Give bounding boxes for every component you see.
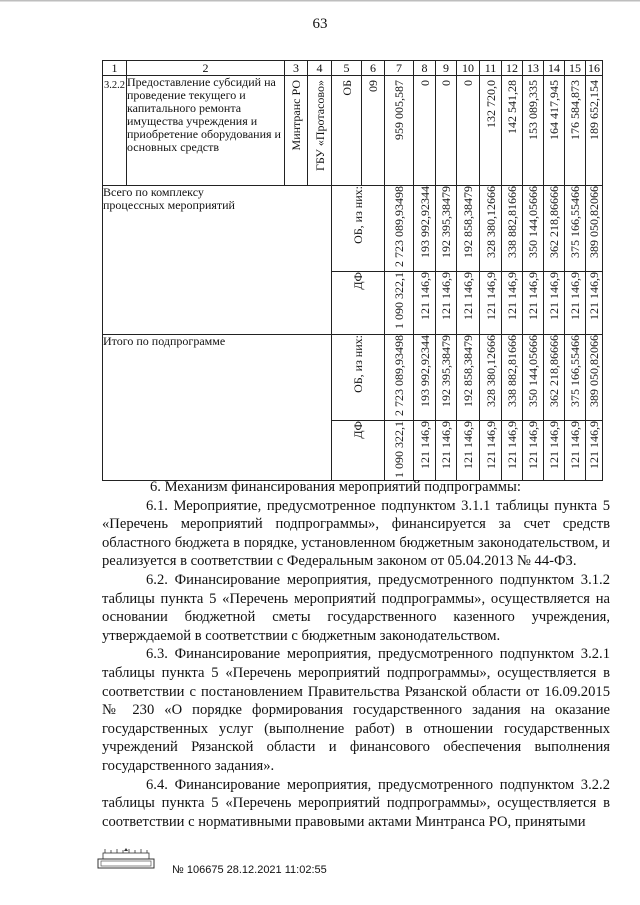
total-sub-df-y5: 121 146,9 (505, 421, 519, 469)
total-complex-ob-y5: 338 882,81666 (505, 186, 519, 258)
total-complex-df-y1: 121 146,9 (417, 272, 432, 320)
total-complex-ob-y7: 362 218,86666 (547, 186, 561, 258)
col-num-12: 12 (502, 61, 523, 76)
total-sub-df-y8: 121 146,9 (568, 421, 582, 469)
col-num-9: 9 (436, 61, 457, 76)
total-complex-df-y4: 121 146,9 (483, 272, 498, 320)
total-sub-df-label: ДФ (351, 421, 365, 439)
col-num-15: 15 (565, 61, 586, 76)
row-value-total: 959 005,587 (392, 80, 406, 140)
col-num-2: 2 (127, 61, 285, 76)
col-num-10: 10 (457, 61, 480, 76)
total-sub-df-total: 1 090 322,1 (392, 421, 406, 478)
row-number: 3.2.2 (103, 76, 127, 186)
col-num-6: 6 (362, 61, 385, 76)
row-name: Предоставление субсидий на проведение текущего и капитального ремонта имущества учреждения и приобретение оборудования и основных средств (127, 76, 285, 186)
registry-logo-icon (97, 847, 155, 869)
total-sub-df-y4: 121 146,9 (483, 421, 498, 469)
section-heading: 6. Механизм финансирования мероприятий подпрограммы: (150, 479, 521, 495)
total-sub-label: Итого по подпрограмме (103, 335, 332, 481)
total-sub-ob-y7: 362 218,86666 (547, 335, 561, 407)
total-complex-df-label: ДФ (351, 272, 365, 290)
paragraph-6-1: 6.1. Мероприятие, предусмотренное подпунктом 3.1.1 таблицы пункта 5 «Перечень мероприятий подпрограммы», финансируется за счет средств областного бюджета в порядке, установленном бюджетным законодательством, и реализуется в соответствии с Федеральным законом от 05.04.2013 № 44-ФЗ. (102, 497, 610, 570)
row-value-y8: 176 584,873 (568, 80, 582, 140)
total-complex-ob-label: ОБ, из них: (351, 186, 365, 244)
row-value-y4: 132 720,0 (483, 80, 498, 128)
paragraph-6-4: 6.4. Финансирование мероприятия, предусмотренного подпунктом 3.2.2 таблицы пункта 5 «Перечень мероприятий подпрограммы», осуществляется в соответствии с нормативными правовыми актами Минтранса РО, принятыми (102, 776, 610, 830)
col-num-7: 7 (385, 61, 414, 76)
col-num-14: 14 (544, 61, 565, 76)
total-complex-ob-total: 2 723 089,93498 (392, 186, 406, 267)
col-num-4: 4 (308, 61, 332, 76)
total-complex-ob-y6: 350 144,05666 (526, 186, 540, 258)
total-complex-df-total: 1 090 322,1 (392, 272, 406, 329)
total-complex-ob-y2: 192 395,38479 (439, 186, 453, 258)
col-num-3: 3 (285, 61, 308, 76)
col-num-1: 1 (103, 61, 127, 76)
row-executor: Минтранс РО (289, 80, 303, 151)
total-complex-label: Всего по комплексу процессных мероприятий (103, 186, 332, 335)
total-sub-ob-total: 2 723 089,93498 (392, 335, 406, 416)
col-num-16: 16 (586, 61, 603, 76)
total-complex-df-y2: 121 146,9 (439, 272, 453, 320)
total-complex-ob-y8: 375 166,55466 (568, 186, 582, 258)
table-row-total-sub-ob (103, 335, 603, 421)
total-sub-df-y3: 121 146,9 (461, 421, 475, 469)
total-sub-df-y9: 121 146,9 (587, 421, 601, 469)
total-sub-ob-y4: 328 380,12666 (483, 335, 498, 407)
total-sub-df-y1: 121 146,9 (417, 421, 432, 469)
row-value-y6: 153 089,335 (526, 80, 540, 140)
col-num-11: 11 (480, 61, 502, 76)
paragraph-6-2: 6.2. Финансирование мероприятия, предусмотренного подпунктом 3.1.2 таблицы пункта 5 «Перечень мероприятий подпрограммы», осуществляется на основании бюджетной сметы государственного казенного учреждения, утверждаемой в соответствии с бюджетным законодательством. (102, 571, 610, 644)
total-sub-ob-y9: 389 050,82066 (587, 335, 601, 407)
total-sub-ob-y1: 193 992,92344 (417, 335, 432, 407)
total-complex-df-y8: 121 146,9 (568, 272, 582, 320)
row-recipient: ГБУ «Протасово» (312, 80, 327, 172)
total-sub-ob-y5: 338 882,81666 (505, 335, 519, 407)
total-sub-ob-y6: 350 144,05666 (526, 335, 540, 407)
row-code: 09 (366, 80, 380, 92)
col-num-5: 5 (332, 61, 362, 76)
total-complex-df-y7: 121 146,9 (547, 272, 561, 320)
total-sub-ob-label: ОБ, из них: (351, 335, 365, 393)
total-complex-df-y9: 121 146,9 (587, 272, 601, 320)
total-complex-df-y3: 121 146,9 (461, 272, 475, 320)
total-complex-ob-y1: 193 992,92344 (417, 186, 432, 258)
row-value-y7: 164 417,945 (547, 80, 561, 140)
total-sub-df-y2: 121 146,9 (439, 421, 453, 469)
row-value-y3: 0 (461, 80, 475, 86)
total-complex-df-y6: 121 146,9 (526, 272, 540, 320)
total-sub-df-y7: 121 146,9 (547, 421, 561, 469)
financing-mechanism-text (102, 478, 610, 831)
row-source: ОБ (339, 80, 354, 96)
total-sub-ob-y2: 192 395,38479 (439, 335, 453, 407)
row-value-y9: 189 652,154 (587, 80, 601, 140)
total-complex-ob-y9: 389 050,82066 (587, 186, 601, 258)
total-complex-ob-y3: 192 858,38479 (461, 186, 475, 258)
total-sub-df-y6: 121 146,9 (526, 421, 540, 469)
total-complex-df-y5: 121 146,9 (505, 272, 519, 320)
document-registry-id: № 106675 28.12.2021 11:02:55 (172, 864, 327, 876)
financing-table (102, 60, 603, 481)
table-row-total-complex-ob (103, 186, 603, 272)
page-number: 63 (312, 16, 328, 32)
table-row-3-2-2 (103, 76, 603, 186)
row-value-y1: 0 (417, 80, 432, 86)
row-value-y2: 0 (439, 80, 453, 86)
row-value-y5: 142 541,28 (505, 80, 519, 134)
col-num-8: 8 (414, 61, 436, 76)
total-sub-ob-y8: 375 166,55466 (568, 335, 582, 407)
paragraph-6-3: 6.3. Финансирование мероприятия, предусмотренного подпунктом 3.2.1 таблицы пункта 5 «Перечень мероприятий подпрограммы», осуществляется в соответствии с постановлением Правительства Рязанской области от 16.09.2015 № 230 «О порядке формирования государственного задания на оказание государственных услуг (выполнение работ) в отношении государственных учреждений Рязанской области и финансового обеспечения выполнения государственного задания». (102, 646, 610, 774)
col-num-13: 13 (523, 61, 544, 76)
total-sub-ob-y3: 192 858,38479 (461, 335, 475, 407)
total-complex-ob-y4: 328 380,12666 (483, 186, 498, 258)
scan-edge (0, 0, 640, 6)
table-header-row (103, 61, 603, 76)
